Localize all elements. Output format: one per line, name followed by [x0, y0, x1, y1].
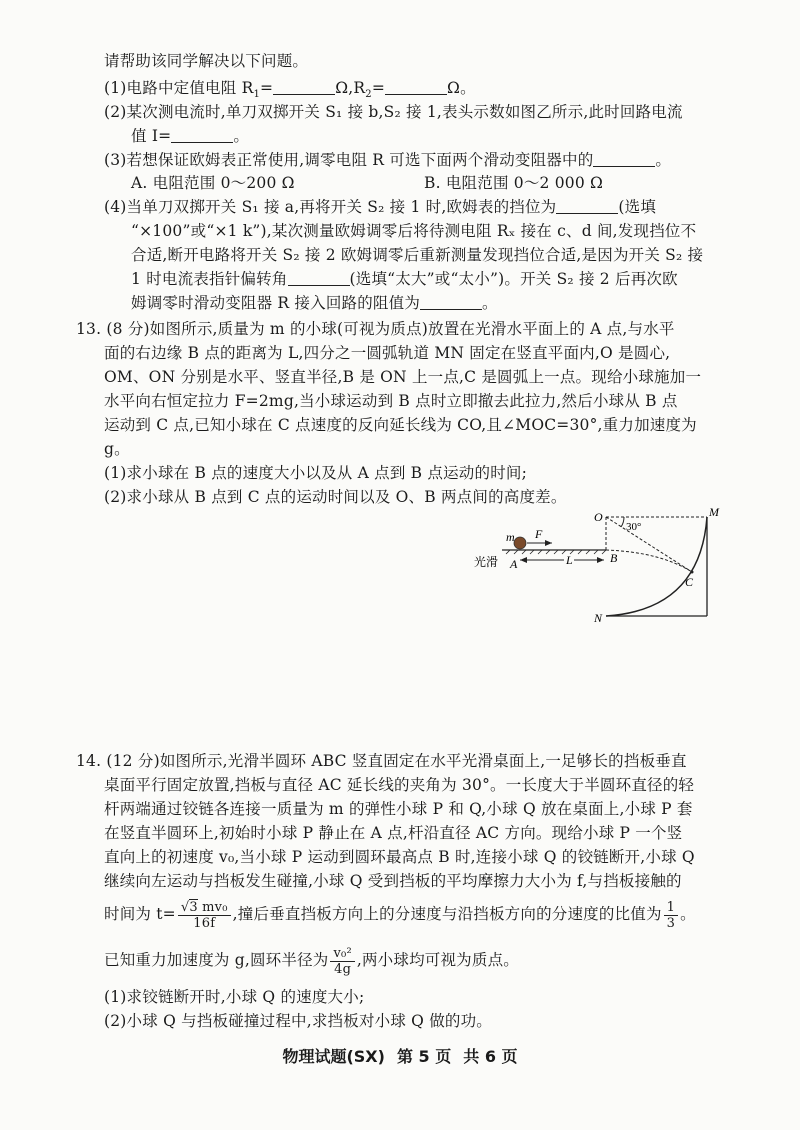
label-a: A	[510, 557, 518, 571]
q13-sub1: (1)求小球在 B 点的速度大小以及从 A 点到 B 点运动的时间;	[104, 464, 528, 482]
q12-part4-line5	[131, 292, 498, 314]
q14-line5: 直向上的初速度 v₀,当小球 P 运动到圆环最高点 B 时,连接小球 Q 的铰链断开,小球 Q	[104, 848, 695, 866]
ball-m	[514, 537, 526, 549]
q12-intro: 请帮助该同学解决以下问题。	[104, 52, 309, 70]
q12-option-a: A. 电阻范围 0～200 Ω	[131, 174, 295, 192]
q14-line8	[104, 942, 519, 978]
q12-part4-line5-b: 。	[482, 294, 498, 312]
answer-blank-range[interactable]	[556, 197, 618, 214]
q14-line7-text-a: 时间为 t=	[104, 905, 176, 923]
label-l: L	[566, 553, 573, 567]
answer-blank-r1[interactable]	[273, 78, 335, 95]
numerator-rest: mv₀	[197, 899, 228, 915]
label-o: O	[594, 510, 603, 524]
sqrt-radicand: 3	[189, 899, 198, 915]
radius-fraction-numerator: v₀²	[330, 946, 354, 962]
q12-part4-line4-a: 1 时电流表指针偏转角	[131, 270, 288, 288]
q13-line6: g。	[104, 440, 130, 458]
q12-part1-text-a: (1)电路中定值电阻 R	[104, 79, 254, 97]
q14-line8-text-a: 已知重力加速度为 g,圆环半径为	[104, 951, 329, 969]
ratio-fraction	[664, 900, 678, 931]
q12-part4-line3: 合适,断开电路将开关 S₂ 接 2 欧姆调零后重新测量发现挡位合适,是因为开关 S₂ 接	[131, 246, 704, 264]
q12-option-b: B. 电阻范围 0～2 000 Ω	[424, 174, 604, 192]
radius-oc	[606, 517, 692, 572]
q14-line2: 桌面平行固定放置,挡板与直径 AC 延长线的夹角为 30°。一长度大于半圆环直径的轻	[104, 776, 695, 794]
q12-part3	[104, 149, 671, 171]
footer-subject: 物理试题(SX)	[282, 1047, 385, 1066]
r1-subscript: 1	[253, 89, 261, 101]
answer-blank-deflection[interactable]	[288, 269, 350, 286]
q12-part4-line2: “×100”或“×1 k”),某次测量欧姆调零后将待测电阻 Rₓ 接在 c、d 间,发现挡位不	[131, 222, 697, 240]
label-mass: m	[506, 530, 515, 544]
q14-line8-text-b: ,两小球均可视为质点。	[356, 951, 519, 969]
q13-line1: 13. (8 分)如图所示,质量为 m 的小球(可视为质点)放置在光滑水平面上的 A 点,与水平	[76, 320, 675, 338]
label-m: M	[709, 505, 719, 519]
answer-blank-r2[interactable]	[385, 78, 447, 95]
q14-sub2: (2)小球 Q 与挡板碰撞过程中,求挡板对小球 Q 做的功。	[104, 1012, 493, 1030]
sqrt-sign: √	[180, 899, 190, 915]
answer-blank-current[interactable]	[171, 126, 233, 143]
ratio-fraction-numerator: 1	[664, 900, 678, 916]
q14-line4: 在竖直半圆环上,初始时小球 P 静止在 A 点,杆沿直径 AC 方向。现给小球 P 一个竖	[104, 824, 683, 842]
footer-page: 第 5 页	[396, 1047, 452, 1066]
label-angle: 30°	[626, 521, 642, 533]
answer-blank-rheostat[interactable]	[593, 150, 655, 167]
q13-figure	[470, 500, 730, 630]
q13-line2: 面的右边缘 B 点的距离为 L,四分之一圆弧轨道 MN 固定在竖直平面内,O 是圆心,	[104, 344, 671, 362]
q12-part2-text-a: 值 I=	[131, 127, 172, 145]
radius-fraction-denominator: 4g	[334, 961, 352, 977]
q14-line6: 继续向左运动与挡板发生碰撞,小球 Q 受到挡板的平均摩擦力大小为 f,与挡板接触的	[104, 872, 682, 890]
q13-line5: 运动到 C 点,已知小球在 C 点速度的反向延长线为 CO,且∠MOC=30°,重力加速度为	[104, 416, 697, 434]
q12-part4-line1	[104, 196, 656, 218]
label-n: N	[594, 611, 603, 625]
q12-part2-text-b: 。	[233, 127, 250, 145]
angle-arc	[621, 517, 624, 527]
q12-part2-line2	[131, 125, 249, 147]
footer-total: 共 6 页	[463, 1047, 518, 1066]
label-smooth: 光滑	[474, 555, 499, 569]
q14-sub1: (1)求铰链断开时,小球 Q 的速度大小;	[104, 988, 365, 1006]
label-force: F	[535, 527, 543, 541]
radius-fraction	[330, 946, 354, 977]
q12-part3-text-b: 。	[655, 151, 672, 169]
q12-part1-eq2: =	[371, 79, 386, 97]
q12-part4-line4	[131, 268, 678, 290]
label-c: C	[685, 575, 694, 589]
q14-line3: 杆两端通过铰链各连接一质量为 m 的弹性小球 P 和 Q,小球 Q 放在桌面上,小球 P 套	[104, 800, 693, 818]
q12-part4-line5-a: 姆调零时滑动变阻器 R 接入回路的阻值为	[131, 294, 421, 312]
q12-part1-text-e: Ω。	[447, 79, 476, 97]
q12-part3-text-a: (3)若想保证欧姆表正常使用,调零电阻 R 可选下面两个滑动变阻器中的	[104, 151, 594, 169]
q14-line7-text-b: ,撞后垂直挡板方向上的分速度与沿挡板方向的分速度的比值为	[232, 905, 662, 923]
page-footer	[0, 1044, 800, 1067]
q13-line3: OM、ON 分别是水平、竖直半径,B 是 ON 上一点,C 是圆弧上一点。现给小球施加一	[104, 368, 702, 386]
q12-part1-text-c: Ω,R	[335, 79, 366, 97]
time-fraction-numerator	[178, 900, 231, 916]
q14-line7-text-c: 。	[680, 905, 696, 923]
arc-mn	[606, 517, 707, 616]
q13-line4: 水平向右恒定拉力 F=2mg,当小球运动到 B 点时立即撤去此拉力,然后小球从 B 点	[104, 392, 678, 410]
trajectory-bc	[606, 550, 692, 572]
q13-sub2: (2)求小球从 B 点到 C 点的运动时间以及 O、B 两点间的高度差。	[104, 488, 567, 506]
r2-subscript: 2	[365, 89, 372, 101]
q12-part1-eq1: =	[260, 79, 274, 97]
q14-line7	[104, 896, 696, 932]
label-b: B	[610, 551, 618, 565]
point-c	[691, 571, 694, 574]
q12-part4-line4-b: (选填“太大”或“太小”)。开关 S₂ 接 2 后再次欧	[349, 270, 678, 288]
time-fraction	[178, 900, 231, 931]
ratio-fraction-denominator: 3	[666, 915, 676, 931]
time-fraction-denominator: 16f	[193, 915, 216, 931]
q12-part4-text-a: (4)当单刀双掷开关 S₁ 接 a,再将开关 S₂ 接 1 时,欧姆表的挡位为	[104, 198, 557, 216]
q12-part2-line1: (2)某次测电流时,单刀双掷开关 S₁ 接 b,S₂ 接 1,表头示数如图乙所示,此时回路电流	[104, 103, 683, 121]
q12-part4-text-b: (选填	[618, 198, 657, 216]
answer-blank-resistance[interactable]	[420, 293, 482, 310]
q14-line1: 14. (12 分)如图所示,光滑半圆环 ABC 竖直固定在水平光滑桌面上,一足够长的挡板垂直	[76, 752, 687, 770]
